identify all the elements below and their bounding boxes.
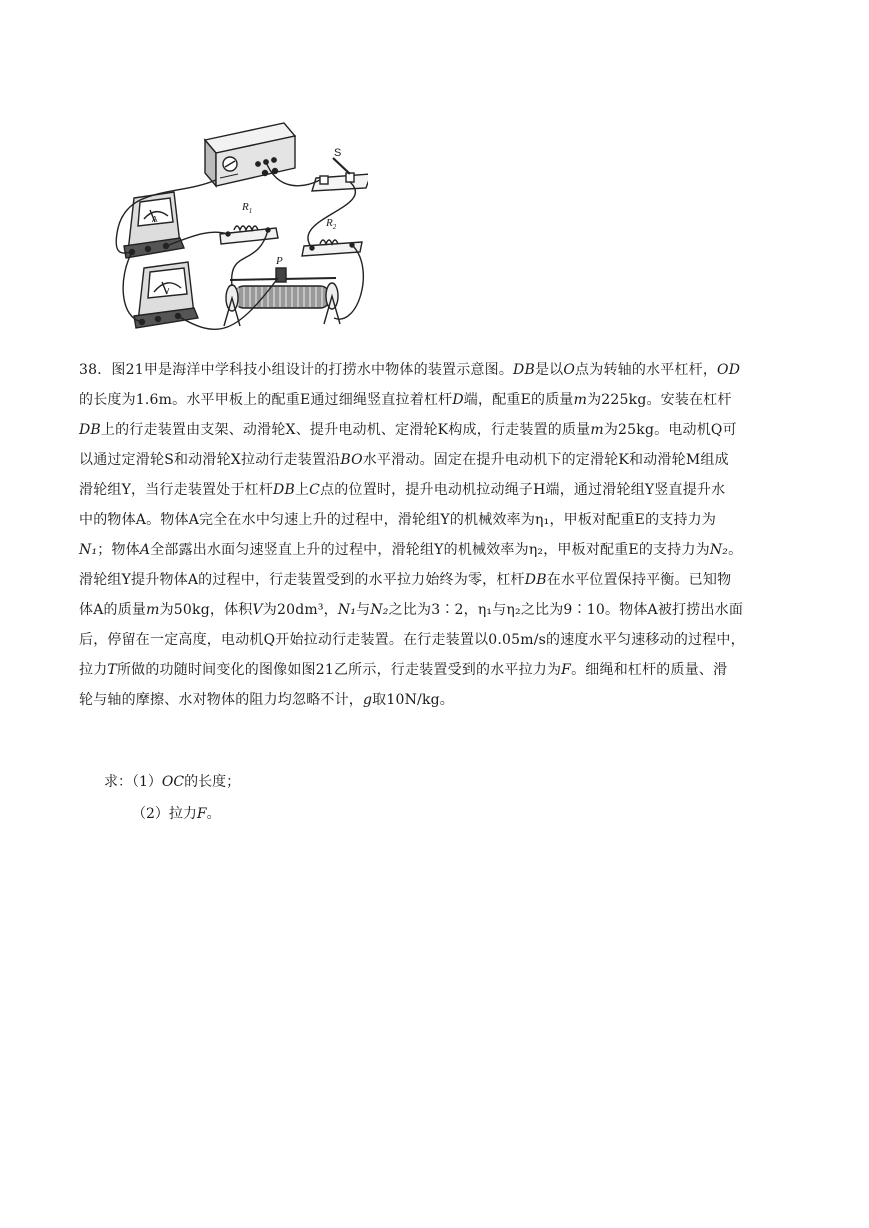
text-line: 后，停留在一定高度，电动机Q开始拉动行走装置。在行走装置以0.05m/s的速度水平匀速移动的过程中， — [79, 632, 745, 648]
math-symbol: m — [146, 602, 160, 618]
math-symbol: N₂ — [709, 542, 729, 558]
math-symbol: DB — [79, 422, 101, 438]
resistor-r2 — [302, 217, 362, 256]
math-symbol: BO — [340, 452, 363, 468]
math-symbol: A — [139, 542, 151, 558]
power-supply — [205, 123, 295, 186]
slider-label: P — [276, 255, 283, 267]
math-symbol: m — [573, 392, 588, 408]
math-symbol: N₁ — [337, 602, 357, 618]
ammeter — [124, 192, 184, 258]
text-line: N₁；物体A全部露出水面匀速竖直上升的过程中，滑轮组Y的机械效率为η₂，甲板对配重E的支持力为N₂。 — [79, 542, 743, 558]
math-symbol: C — [309, 482, 321, 498]
text-line: 以通过定滑轮S和动滑轮X拉动行走装置沿BO水平滑动。固定在提升电动机下的定滑轮K和动滑轮M组成 — [79, 452, 729, 468]
math-symbol: m — [590, 422, 604, 438]
text-line: 拉力T所做的功随时间变化的图像如图21乙所示，行走装置受到的水平拉力为F。细绳和杠杆的质量、滑 — [79, 662, 728, 678]
question-1: 求：（1）OC的长度； — [104, 774, 241, 790]
math-symbol: N₂ — [370, 602, 389, 618]
problem-text — [79, 355, 803, 715]
math-symbol: O — [563, 362, 576, 378]
text-line: 滑轮组Y提升物体A的过程中，行走装置受到的水平拉力始终为零，杠杆DB在水平位置保持平衡。已知物 — [79, 572, 732, 588]
question-2: （2）拉力F。 — [132, 806, 221, 822]
math-symbol: OD — [717, 362, 741, 378]
text-line: 体A的质量m为50kg，体积V为20dm³，N₁与N₂之比为3∶2，η₁与η₂之比为9∶10。物体A被打捞出水面 — [79, 602, 744, 618]
switch-label: S — [334, 147, 342, 159]
circuit-diagram — [108, 118, 368, 344]
resistor-r1 — [220, 201, 278, 244]
math-symbol: T — [107, 662, 117, 678]
math-symbol: D — [452, 392, 464, 408]
text-line: 轮与轴的摩擦、水对物体的阻力均忽略不计，g取10N/kg。 — [79, 692, 454, 708]
text-line: 的长度为1.6m。水平甲板上的配重E通过细绳竖直拉着杠杆D端，配重E的质量m为225kg。安装在杠杆 — [79, 392, 732, 408]
text-line: 38．图21甲是海洋中学科技小组设计的打捞水中物体的装置示意图。DB是以O点为转轴的水平杠杆，OD — [79, 362, 741, 378]
text-line: DB上的行走装置由支架、动滑轮X、提升电动机、定滑轮K构成，行走装置的质量m为25kg。电动机Q可 — [79, 422, 737, 438]
r1-label: $R_1$ — [242, 201, 253, 215]
math-symbol: F — [561, 662, 572, 678]
voltmeter — [134, 262, 198, 328]
wire — [308, 182, 356, 248]
math-symbol: OC — [161, 774, 185, 790]
voltmeter-label: V — [164, 287, 170, 296]
rheostat — [224, 255, 340, 326]
r2-label: $R_2$ — [326, 217, 337, 231]
math-symbol: DB — [273, 482, 295, 498]
ammeter-label: A — [152, 215, 158, 224]
math-symbol: DB — [513, 362, 535, 378]
wire — [334, 245, 363, 319]
math-symbol: N₁ — [79, 542, 98, 558]
text-line: 滑轮组Y，当行走装置处于杠杆DB上C点的位置时，提升电动机拉动绳子H端，通过滑轮组Y竖直提升水 — [79, 482, 726, 498]
knife-switch — [312, 147, 368, 191]
math-symbol: g — [363, 692, 373, 708]
math-symbol: DB — [524, 572, 547, 588]
math-symbol: F — [196, 806, 207, 822]
math-symbol: V — [252, 602, 263, 618]
text-line: 中的物体A。物体A完全在水中匀速上升的过程中，滑轮组Y的机械效率为η₁，甲板对配重E的支持力为 — [79, 512, 717, 528]
